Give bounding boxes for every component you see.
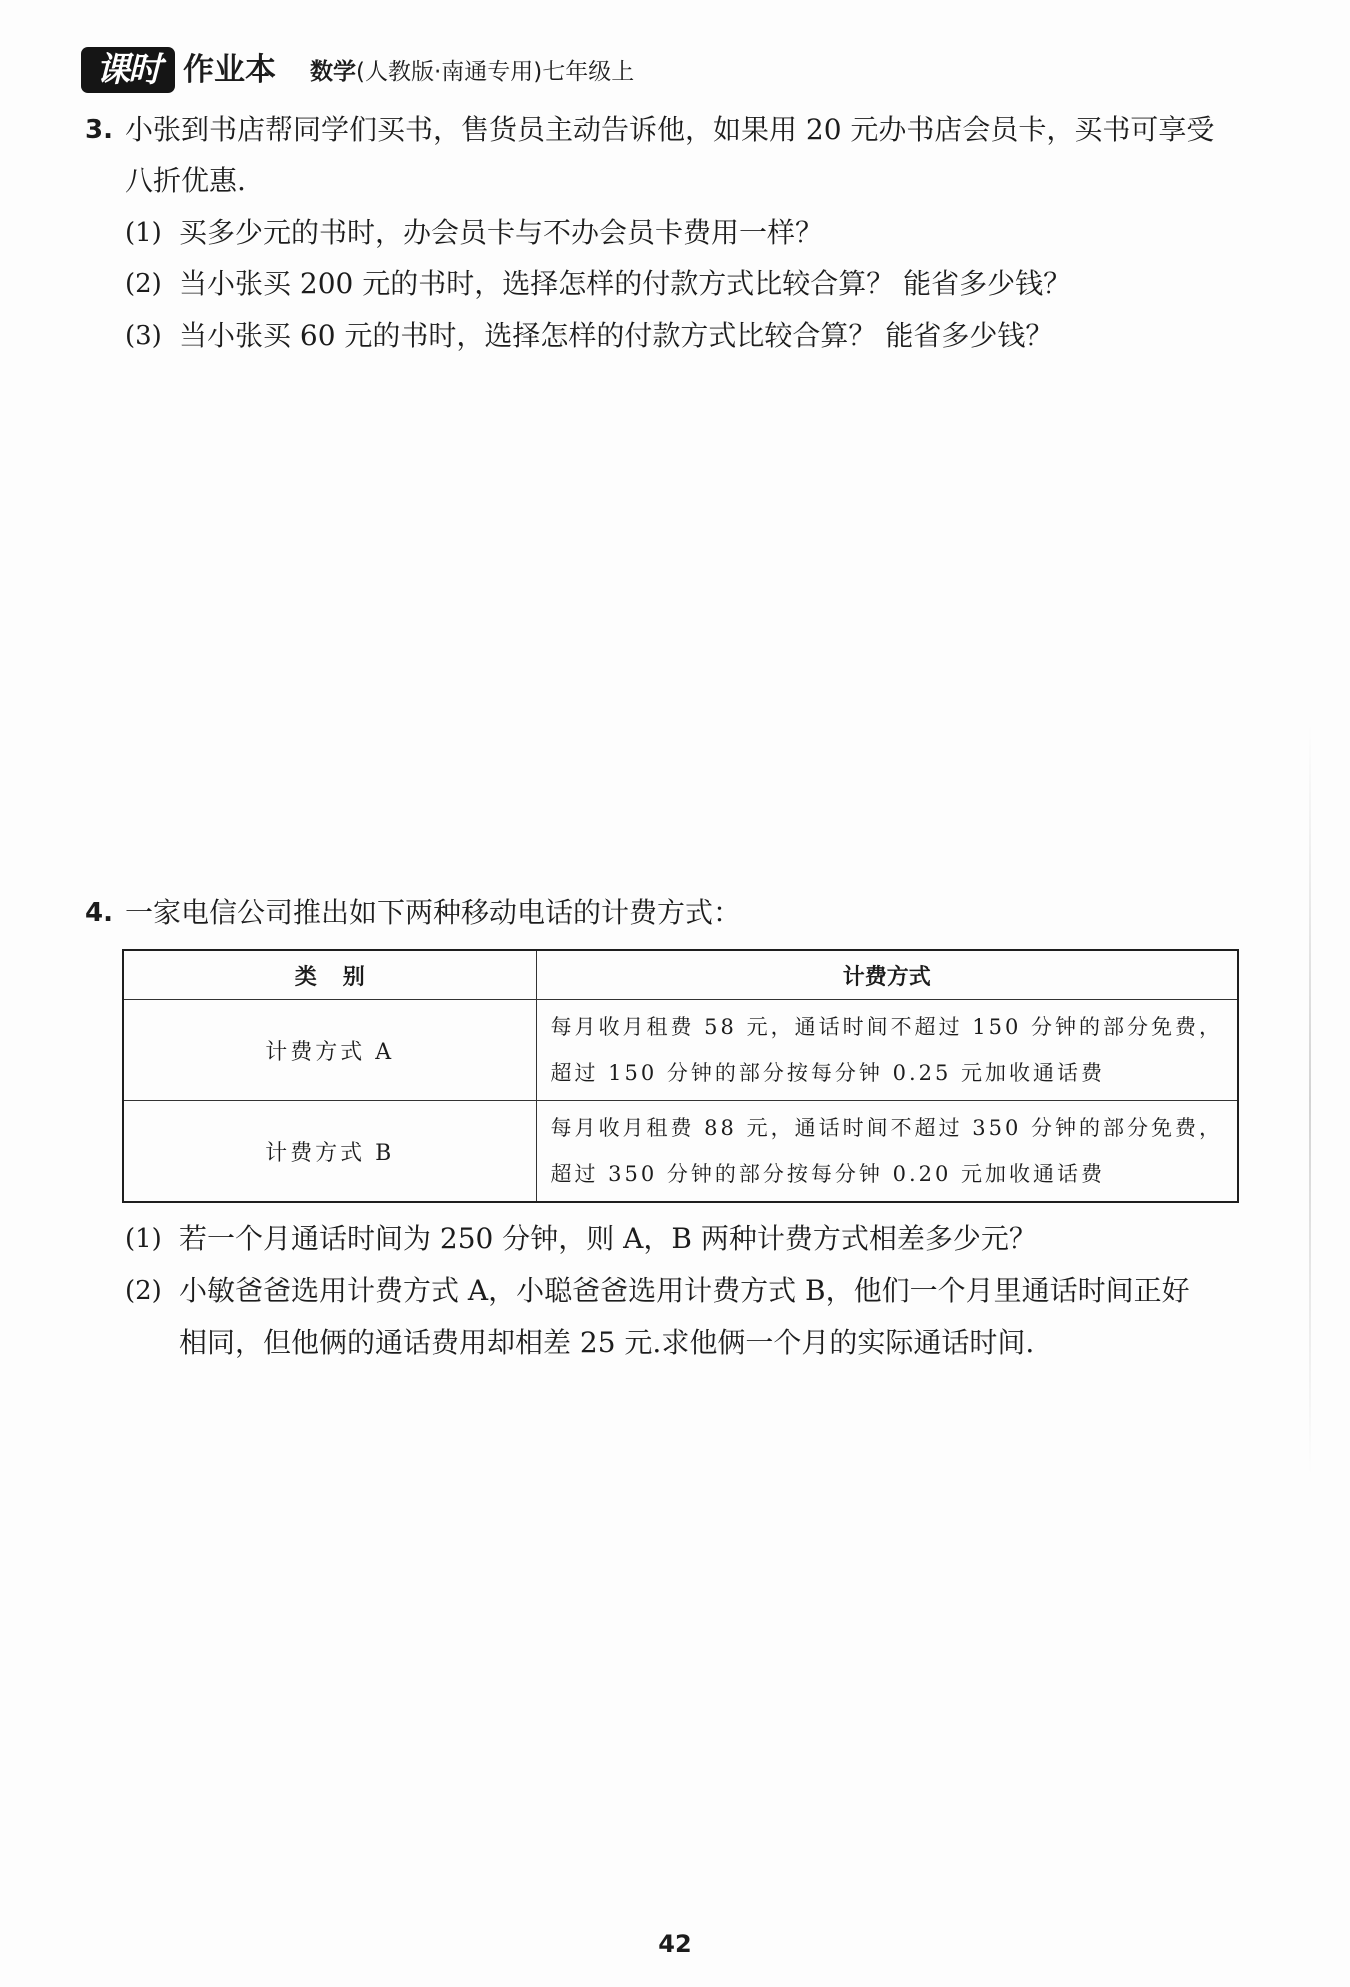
problem-4-sub-2-line-2: 相同，但他俩的通话费用却相差 25 元.求他俩一个月的实际通话时间.: [179, 1326, 1035, 1359]
problem-4-stem: 一家电信公司推出如下两种移动电话的计费方式：: [125, 896, 742, 929]
series-title: 作业本: [183, 52, 276, 88]
problem-3-sub-3-text: 当小张买 60 元的书时，选择怎样的付款方式比较合算？ 能省多少钱？: [179, 319, 1054, 352]
header-fee-method: 计费方式: [536, 950, 1238, 1000]
table-row: [123, 1000, 1238, 1101]
plan-a-line-1: 每月收月租费 58 元，通话时间不超过 150 分钟的部分免费，: [550, 1015, 1224, 1039]
fee-plan-table: [122, 949, 1239, 1203]
plan-b-name: 计费方式 B: [123, 1101, 536, 1203]
problem-4-sub-2-label: (2): [125, 1276, 162, 1306]
table-row: [123, 1101, 1238, 1203]
problem-4-number: 4.: [85, 898, 113, 928]
plan-b-line-1: 每月收月租费 88 元，通话时间不超过 350 分钟的部分免费，: [550, 1116, 1224, 1140]
problem-4-sub-1-label: (1): [125, 1224, 162, 1254]
page-number: 42: [658, 1930, 692, 1958]
problem-3-sub-1-label: (1): [125, 218, 162, 248]
problem-3-number: 3.: [85, 115, 113, 145]
plan-a-line-2: 超过 150 分钟的部分按每分钟 0.25 元加收通话费: [550, 1061, 1106, 1085]
problem-3-sub-2-text: 当小张买 200 元的书时，选择怎样的付款方式比较合算？ 能省多少钱？: [179, 267, 1072, 300]
scan-shadow-edge: [1309, 725, 1311, 1475]
problem-3-sub-3-label: (3): [125, 321, 162, 351]
problem-3-sub-1-text: 买多少元的书时，办会员卡与不办会员卡费用一样？: [179, 216, 824, 249]
header-category: 类别: [123, 950, 536, 1000]
problem-3-sub-2-label: (2): [125, 269, 162, 299]
subject-line: [310, 55, 634, 89]
plan-a-name: 计费方式 A: [123, 1000, 536, 1101]
problem-3-stem-line-2: 八折优惠.: [125, 164, 246, 197]
plan-b-description: [536, 1101, 1238, 1203]
plan-a-description: [536, 1000, 1238, 1101]
problem-3-stem-line-1: 小张到书店帮同学们买书，售货员主动告诉他，如果用 20 元办书店会员卡，买书可享受: [125, 113, 1215, 146]
subject-name: 数学: [310, 59, 356, 85]
table-header-row: [123, 950, 1238, 1000]
problem-4-sub-2-line-1: 小敏爸爸选用计费方式 A，小聪爸爸选用计费方式 B，他们一个月里通话时间正好: [179, 1274, 1190, 1307]
problem-4-sub-1-text: 若一个月通话时间为 250 分钟，则 A，B 两种计费方式相差多少元？: [179, 1222, 1037, 1255]
edition-grade: (人教版·南通专用)七年级上: [356, 59, 635, 85]
book-logo: 课时: [81, 47, 175, 93]
plan-b-line-2: 超过 350 分钟的部分按每分钟 0.20 元加收通话费: [550, 1162, 1106, 1186]
